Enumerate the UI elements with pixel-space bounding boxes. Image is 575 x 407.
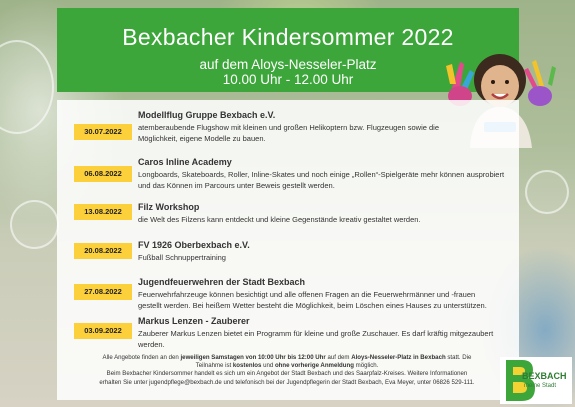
svg-text:BEXBACH: BEXBACH	[522, 371, 567, 381]
svg-text:meine Stadt: meine Stadt	[524, 383, 557, 389]
soap-bubble	[0, 40, 54, 134]
event-title: Filz Workshop	[138, 202, 200, 212]
event-title: Caros Inline Academy	[138, 157, 232, 167]
footer-line: erhalten Sie unter jugendpflege@bexbach.de und telefonisch bei der Jugendpflegerin der Stadt Bexbach, Eva Meyer, unter 06826 529-111.	[99, 378, 475, 386]
event-item	[138, 277, 508, 311]
event-description-line: Fußball Schnuppertraining	[138, 253, 226, 262]
event-item	[138, 240, 508, 263]
footer-line: Alle Angebote finden an den jeweiligen Samstagen von 10:00 Uhr bis 12:00 Uhr auf dem Aloys-Nesseler-Platz in Bexbach statt. Die	[102, 354, 472, 361]
event-description-line: Möglichkeit, eigene Modelle zu bauen.	[138, 134, 266, 143]
event-description-line: werden.	[138, 340, 165, 349]
event-item	[138, 316, 508, 350]
event-date: 13.08.2022	[74, 204, 132, 220]
event-date: 27.08.2022	[74, 284, 132, 300]
event-description-line: gestellt werden. Bei heißem Wetter besteht die Möglichkeit, beim Löschen eines Hauses zu unterstützen.	[138, 301, 487, 310]
time-text: 10.00 Uhr - 12.00 Uhr	[222, 72, 354, 87]
location-text: auf dem Aloys-Nesseler-Platz	[199, 57, 377, 72]
page-title: Bexbacher Kindersommer 2022	[122, 24, 454, 50]
bexbach-logo	[500, 357, 572, 404]
event-description-line: Longboards, Skateboards, Roller, Inline-Skates und noch einige „Rollen“-Spielgeräte mehr können ausprobiert	[138, 170, 505, 179]
event-date: 06.08.2022	[74, 166, 132, 182]
event-description-line: atemberaubende Flugshow mit kleinen und großen Helikoptern bzw. Flugzeugen sowie die	[138, 123, 440, 132]
event-title: Modellflug Gruppe Bexbach e.V.	[138, 110, 276, 120]
event-description-line: und das Können im Parcours unter Beweis gestellt werden.	[138, 181, 335, 190]
event-item	[138, 157, 508, 191]
event-item	[138, 202, 508, 225]
event-description-line: Zauberer Markus Lenzen bietet ein Programm für kleine und große Zuschauer. Es darf kräftig mitgezaubert	[138, 329, 494, 338]
event-title: Markus Lenzen - Zauberer	[138, 316, 250, 326]
event-title: FV 1926 Oberbexbach e.V.	[138, 240, 250, 250]
event-date: 30.07.2022	[74, 124, 132, 140]
event-description-line: die Welt des Filzens kann entdeckt und kleine Gegenstände kreativ gestaltet werden.	[138, 215, 421, 224]
footer-line: Teilnahme ist kostenlos und ohne vorherige Anmeldung möglich.	[195, 362, 379, 370]
event-date: 20.08.2022	[74, 243, 132, 259]
soap-bubble	[525, 170, 569, 214]
footer-note	[75, 354, 499, 387]
event-item	[138, 110, 508, 144]
event-title: Jugendfeuerwehren der Stadt Bexbach	[138, 277, 306, 287]
soap-bubble	[10, 200, 59, 249]
event-date: 03.09.2022	[74, 323, 132, 339]
footer-line: Beim Bexbacher Kindersommer handelt es sich um ein Angebot der Stadt Bexbach und des Saarpfalz-Kreises. Weitere Informationen	[106, 370, 468, 378]
event-description-line: Feuerwehrfahrzeuge können besichtigt und alle offenen Fragen an die Feuerwehrmänner und -frauen	[138, 290, 476, 299]
